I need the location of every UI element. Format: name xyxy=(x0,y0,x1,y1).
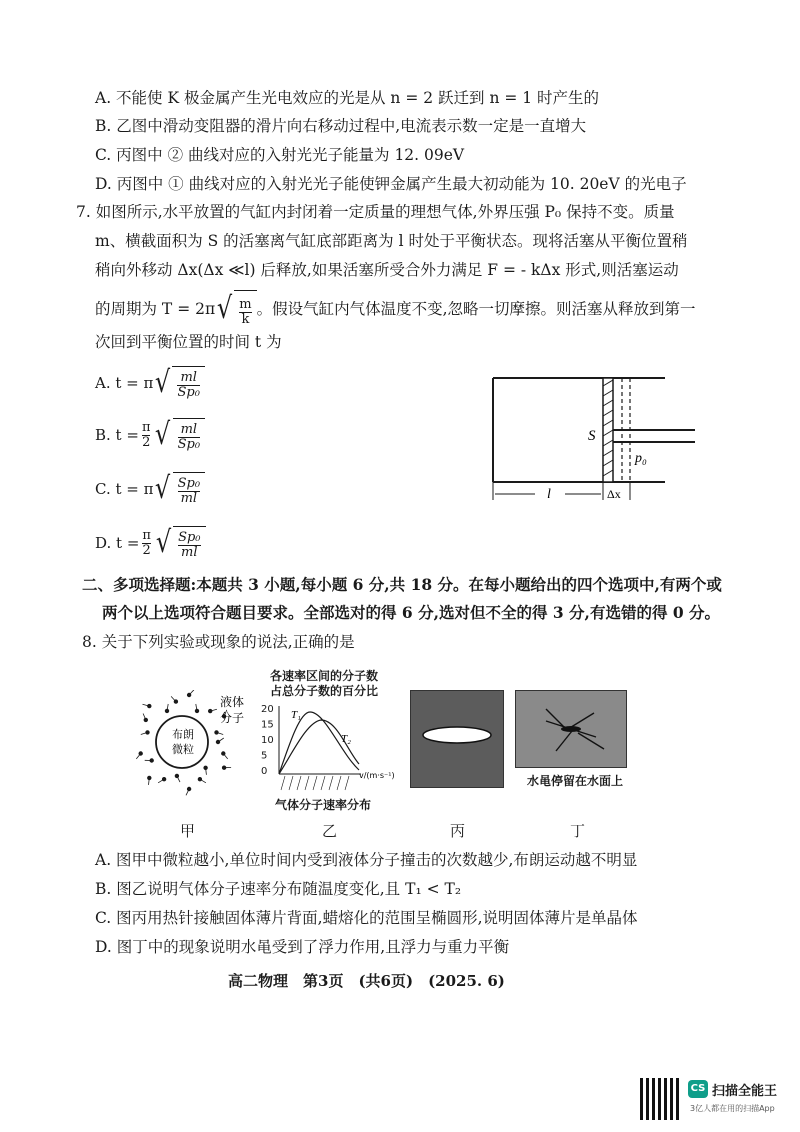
y-tick-label: 20 xyxy=(261,704,274,715)
q7-option-a-den: Sp₀ xyxy=(177,385,200,400)
q7-stem-line4 xyxy=(95,290,696,327)
y-tick-label: 5 xyxy=(261,750,268,762)
page-footer: 高二物理 第3页 (共6页) (2025. 6) xyxy=(228,972,505,990)
q7-option-d-label: D. t = xyxy=(95,534,140,552)
fig-yi-title-line2: 占总分子数的百分比 xyxy=(270,684,379,698)
x-unit-label: v/(m·s⁻¹) xyxy=(359,771,395,780)
section2-line2: 两个以上选项符合题目要求。全部选对的得 6 分,选对但不全的得 3 分,有选错的得 0 分。 xyxy=(102,603,721,622)
cs-logo-icon: CS xyxy=(688,1080,708,1098)
q7-stem-line1: 7. 如图所示,水平放置的气缸内封闭着一定质量的理想气体,外界压强 P₀ 保持不变。质量 xyxy=(76,203,675,221)
q8-option-b: B. 图乙说明气体分子速率分布随温度变化,且 T₁ < T₂ xyxy=(95,880,462,898)
q7-stem-line2: m、横截面积为 S 的活塞离气缸底部距离为 l 时处于平衡状态。现将活塞从平衡位置稍 xyxy=(95,232,688,250)
molecule-velocity-arrow xyxy=(223,754,227,759)
fig-ding-photo xyxy=(515,690,627,768)
q8-option-d: D. 图丁中的现象说明水黾受到了浮力作用,且浮力与重力平衡 xyxy=(95,938,510,956)
q6-option-b: B. 乙图中滑动变阻器的滑片向右移动过程中,电流表示数一定是一直增大 xyxy=(95,117,587,135)
q7-option-b-coef: $\frac{\pi}{2}$ xyxy=(141,419,151,450)
q7-stem-line5: 次回到平衡位置的时间 t 为 xyxy=(95,333,282,351)
t2-label: T₂ xyxy=(341,733,351,745)
section2-line1: 二、多项选择题:本题共 3 小题,每小题 6 分,共 18 分。在每小题给出的四个选项中,有两个或 xyxy=(82,575,722,594)
q7-option-b-label: B. t = xyxy=(95,426,139,444)
qr-code-icon xyxy=(640,1078,682,1120)
y-tick-label: 0 xyxy=(261,766,268,777)
curve-t2 xyxy=(279,720,359,774)
fig-label-jia: 甲 xyxy=(180,822,196,840)
q7-option-c-den: ml xyxy=(180,491,198,506)
q7-option-d-num: Sp₀ xyxy=(178,530,201,545)
water-strider-icon xyxy=(516,691,626,767)
fig-label-yi: 乙 xyxy=(322,822,338,840)
fig-bing-photo xyxy=(410,690,504,788)
q7-option-b-num: ml xyxy=(180,422,198,437)
q7-period-prefix: 的周期为 T = 2π xyxy=(95,299,216,318)
fig-yi-title xyxy=(270,669,378,699)
q7-stem-line3: 稍向外移动 Δx(Δx ≪l) 后释放,如果活塞所受合外力满足 F = - kΔx 形式,则活塞运动 xyxy=(95,261,679,279)
fig-jia-brownian xyxy=(132,690,272,800)
particle-label-1: 布朗 xyxy=(172,728,194,741)
molecule-velocity-arrow xyxy=(136,754,140,759)
q7-option-b-den: Sp₀ xyxy=(177,437,201,452)
q7-option-d-coef: $\frac{\pi}{2}$ xyxy=(142,527,151,558)
displacement-label: Δx xyxy=(607,487,621,501)
t1-label: T₁ xyxy=(291,709,301,721)
molecule-dot xyxy=(144,718,148,722)
y-tick-label: 10 xyxy=(261,735,274,746)
fig-label-bing: 丙 xyxy=(450,822,466,840)
q7-option-d: D. t = $\frac{\pi}{2}$ √ $\frac{\text{Sp₀}}{ml}$ xyxy=(95,526,206,560)
particle-label-2: 微粒 xyxy=(172,743,194,756)
scanner-brand: 扫描全能王 xyxy=(712,1084,778,1099)
y-tick-label: 15 xyxy=(261,719,274,731)
q7-option-c-label: C. t = π xyxy=(95,480,154,498)
q7-option-a-num: ml xyxy=(180,370,197,385)
fig-yi-caption: 气体分子速率分布 xyxy=(275,798,372,812)
q7-period-suffix: 。假设气缸内气体温度不变,忽略一切摩擦。则活塞从释放到第一 xyxy=(256,299,696,318)
molecule-label-1: 液体 xyxy=(220,695,245,709)
fig-ding-caption: 水黾停留在水面上 xyxy=(527,774,624,788)
q8-option-c: C. 图丙用热针接触固体薄片背面,蜡熔化的范围呈椭圆形,说明固体薄片是单晶体 xyxy=(95,909,638,927)
fig-bing-ellipse xyxy=(411,691,503,787)
fig-yi-title-line1: 各速率区间的分子数 xyxy=(270,669,379,683)
pressure-label: p₀ xyxy=(635,451,647,466)
scanner-tagline: 3亿人都在用的扫描App xyxy=(690,1104,775,1113)
molecule-velocity-arrow xyxy=(171,696,176,701)
fig-yi-chart xyxy=(255,702,405,794)
q7-period-sqrt: √ $\frac{m}{k}$ xyxy=(215,290,256,327)
q6-option-c: C. 丙图中 ② 曲线对应的入射光光子能量为 12. 09eV xyxy=(95,146,465,164)
q6-option-a: A. 不能使 K 极金属产生光电效应的光是从 n = 2 跃迁到 n = 1 时产生的 xyxy=(95,89,600,107)
q7-option-d-den: ml xyxy=(181,545,198,560)
q7-option-c-num: Sp₀ xyxy=(177,476,201,491)
q6-option-d: D. 丙图中 ① 曲线对应的入射光光子能使钾金属产生最大初动能为 10. 20eV 的光电子 xyxy=(95,175,687,193)
q7-period-num: m xyxy=(239,297,252,312)
fig-label-ding: 丁 xyxy=(570,822,586,840)
q8-option-a: A. 图甲中微粒越小,单位时间内受到液体分子撞击的次数越少,布朗运动越不明显 xyxy=(95,851,638,869)
area-label: S xyxy=(588,428,596,444)
q7-period-den: k xyxy=(241,312,250,327)
q7-option-b: B. t = $\frac{\pi}{2}$ √ $\frac{ml}{\text{Sp₀}}$ xyxy=(95,418,205,452)
q7-option-a-label: A. t = π xyxy=(95,374,154,392)
x-tick-marks xyxy=(281,776,349,790)
q8-stem: 8. 关于下列实验或现象的说法,正确的是 xyxy=(82,633,355,651)
molecule-label-2: 分子 xyxy=(220,711,245,725)
q7-option-c: C. t = π √ $\frac{\text{Sp₀}}{ml}$ xyxy=(95,472,205,506)
molecule-velocity-arrow xyxy=(189,690,194,695)
q7-cylinder-diagram xyxy=(485,370,700,510)
piston xyxy=(603,378,613,482)
molecule-dot xyxy=(187,787,191,791)
q7-option-a: A. t = π √ $\frac{ml}{\text{Sp₀}}$ xyxy=(95,366,205,400)
length-label: l xyxy=(547,487,551,502)
